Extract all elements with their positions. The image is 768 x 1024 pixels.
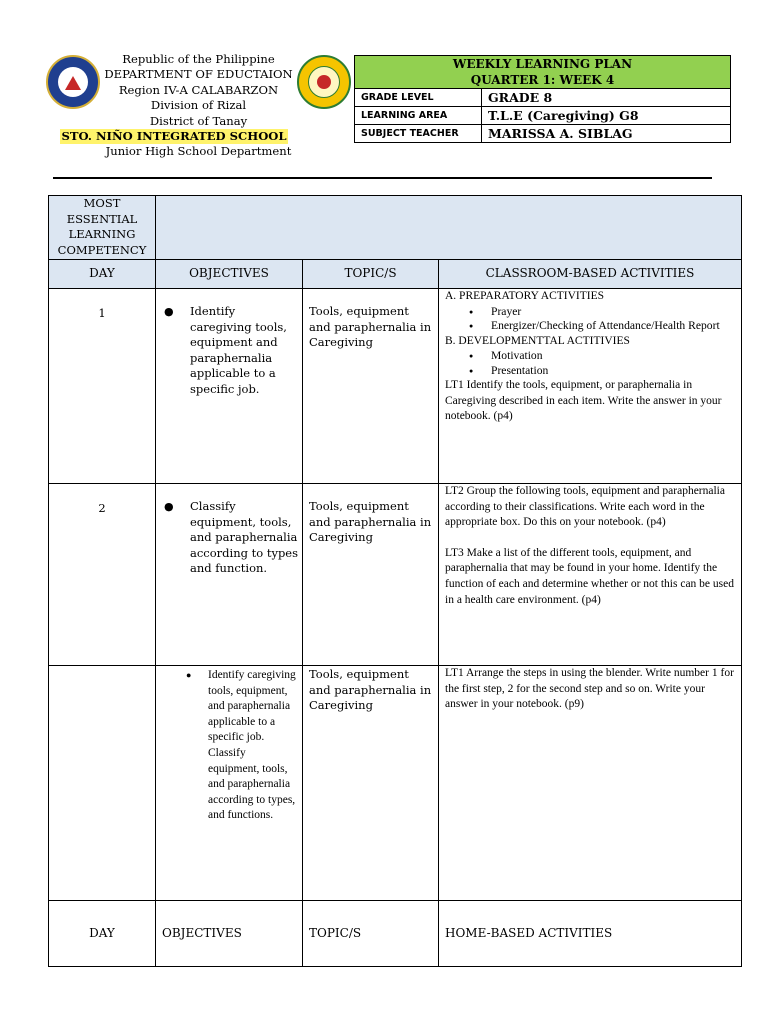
bullet-icon: ● xyxy=(164,500,174,513)
plan-subtitle-line: QUARTER 1: WEEK 4 xyxy=(470,73,615,87)
topic-cell: Tools, equipment and paraphernalia in Caregiving xyxy=(303,666,439,901)
grade-level-value: GRADE 8 xyxy=(482,89,731,107)
activity-heading: A. PREPARATORY ACTIVITIES xyxy=(445,290,605,302)
table-row xyxy=(49,484,742,666)
header-topics: TOPIC/S xyxy=(303,260,439,289)
footer-home-activities: HOME-BASED ACTIVITIES xyxy=(439,901,742,967)
learning-area-value: T.L.E (Caregiving) G8 xyxy=(482,107,731,125)
activity-text: LT1 Arrange the steps in using the blender. Write number 1 for the first step, 2 for the second step and so on. Write your answer in your notebook. (p9) xyxy=(445,667,734,711)
header-classroom-activities: CLASSROOM-BASED ACTIVITIES xyxy=(439,260,742,289)
objective-text: Identify caregiving tools, equipment, and paraphernalia applicable to a specific job. Classify equipment, tools, and paraphernalia according to types, and functions. xyxy=(208,669,296,822)
day-cell xyxy=(49,666,156,901)
activity-heading: B. DEVELOPMENTTAL ACTITIVIES xyxy=(445,334,630,347)
objective-text: Classify equipment, tools, and paraphernalia according to types and function. xyxy=(190,499,299,576)
topic-cell: Tools, equipment and paraphernalia in Caregiving xyxy=(303,289,439,484)
header-objectives: OBJECTIVES xyxy=(156,260,303,289)
plan-title-line: WEEKLY LEARNING PLAN xyxy=(452,57,633,71)
objective-cell xyxy=(156,484,303,666)
mel-value xyxy=(156,196,742,260)
plan-title xyxy=(355,56,731,89)
objective-text: Identify caregiving tools, equipment and paraphernalia applicable to a specific job. xyxy=(190,304,287,396)
subject-teacher-value: MARISSA A. SIBLAG xyxy=(482,125,731,143)
learning-plan-table xyxy=(48,195,742,967)
activity-text: LT2 Group the following tools, equipment and paraphernalia according to their classifications. Write each word in the appropriate box. Do this on your notebook. (p4) xyxy=(445,485,725,529)
activity-text: LT1 Identify the tools, equipment, or paraphernalia in Caregiving described in each item. Write the answer in your notebook. (p4) xyxy=(445,379,722,423)
list-item: ● Motivation xyxy=(469,349,735,364)
activity-text: LT3 Make a list of the different tools, equipment, and paraphernalia that may be found in your home. Identify the function of each and determine whether or not this can be used in a health care environment. (p4) xyxy=(445,546,734,606)
header-line: Republic of the Philippine xyxy=(122,52,275,66)
header-line: District of Tanay xyxy=(149,113,248,128)
school-seal-logo xyxy=(297,55,351,109)
grade-level-label: GRADE LEVEL xyxy=(355,89,482,107)
objective-cell xyxy=(156,289,303,484)
header-line: Division of Rizal xyxy=(150,98,247,113)
activities-cell xyxy=(439,666,742,901)
school-name: STO. NIÑO INTEGRATED SCHOOL xyxy=(61,129,287,144)
footer-objectives: OBJECTIVES xyxy=(156,901,303,967)
objective-cell xyxy=(156,666,303,901)
mel-label: MOST ESSENTIAL LEARNING COMPETENCY xyxy=(49,196,156,260)
learning-area-label: LEARNING AREA xyxy=(355,107,482,125)
header-line: DEPARTMENT OF EDUCTAION xyxy=(104,67,293,82)
activities-cell xyxy=(439,484,742,666)
table-row xyxy=(49,666,742,901)
day-cell: 2 xyxy=(49,484,156,666)
list-item: ● Energizer/Checking of Attendance/Health Report xyxy=(469,319,735,334)
department-name: Junior High School Department xyxy=(105,144,292,159)
header-line: Region IV-A CALABARZON xyxy=(118,82,279,97)
bullet-icon: ● xyxy=(164,305,174,318)
topic-cell: Tools, equipment and paraphernalia in Caregiving xyxy=(303,484,439,666)
list-item: ● Prayer xyxy=(469,305,735,320)
bullet-icon: ● xyxy=(186,670,192,680)
header-day: DAY xyxy=(49,260,156,289)
school-header xyxy=(61,52,297,160)
day-cell: 1 xyxy=(49,289,156,484)
table-row xyxy=(49,289,742,484)
plan-info-box xyxy=(354,55,731,143)
activities-cell xyxy=(439,289,742,484)
footer-topics: TOPIC/S xyxy=(303,901,439,967)
list-item: ● Presentation xyxy=(469,364,735,379)
footer-day: DAY xyxy=(49,901,156,967)
deped-seal-logo xyxy=(46,55,100,109)
header-divider xyxy=(53,177,712,179)
subject-teacher-label: SUBJECT TEACHER xyxy=(355,125,482,143)
